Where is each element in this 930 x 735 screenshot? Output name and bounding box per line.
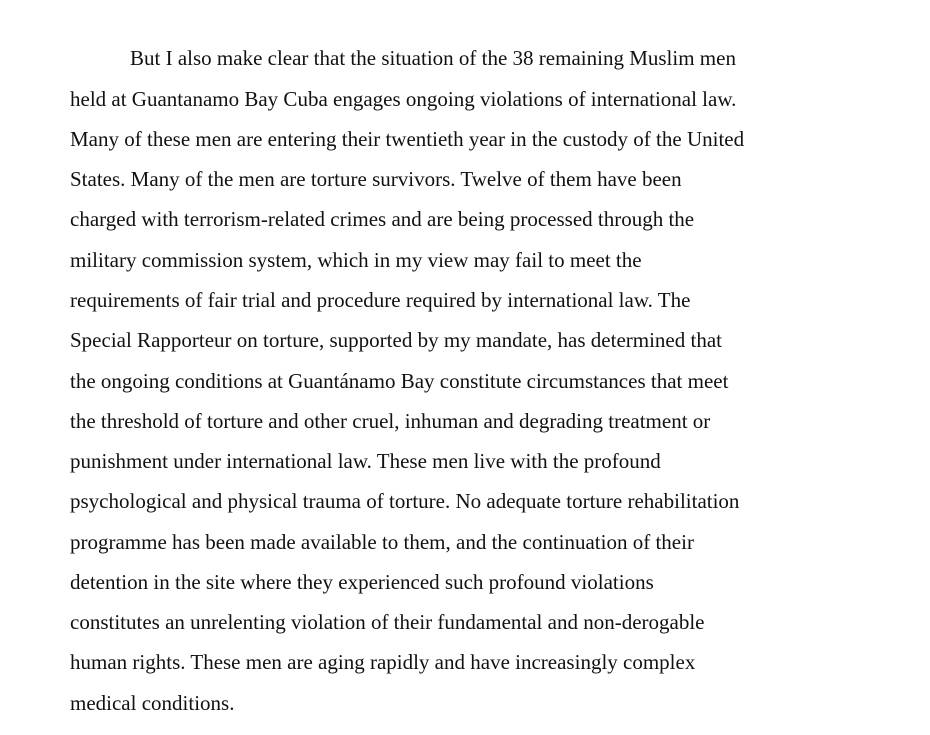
paragraph-line: detention in the site where they experienced such profound violations [70,570,654,594]
paragraph-line: constitutes an unrelenting violation of their fundamental and non-derogable [70,610,705,634]
paragraph-line: held at Guantanamo Bay Cuba engages ongoing violations of international law. [70,87,737,111]
paragraph-line: the threshold of torture and other cruel, inhuman and degrading treatment or [70,409,711,433]
paragraph-line: psychological and physical trauma of torture. No adequate torture rehabilitation [70,489,740,513]
paragraph-line: But I also make clear that the situation of the 38 remaining Muslim men [130,46,736,70]
paragraph-line: charged with terrorism-related crimes and are being processed through the [70,207,695,231]
paragraph-line: the ongoing conditions at Guantánamo Bay constitute circumstances that meet [70,369,729,393]
paragraph-line: requirements of fair trial and procedure required by international law. The [70,288,691,312]
paragraph-line: human rights. These men are aging rapidly and have increasingly complex [70,650,696,674]
paragraph-line: medical conditions. [70,691,235,715]
paragraph-line: punishment under international law. These men live with the profound [70,449,661,473]
paragraph-line: programme has been made available to them, and the continuation of their [70,530,694,554]
paragraph-line: military commission system, which in my view may fail to meet the [70,248,642,272]
paragraph-line: Many of these men are entering their twentieth year in the custody of the United [70,127,745,151]
paragraph-line: States. Many of the men are torture survivors. Twelve of them have been [70,167,682,191]
paragraph-line: Special Rapporteur on torture, supported by my mandate, has determined that [70,328,722,352]
